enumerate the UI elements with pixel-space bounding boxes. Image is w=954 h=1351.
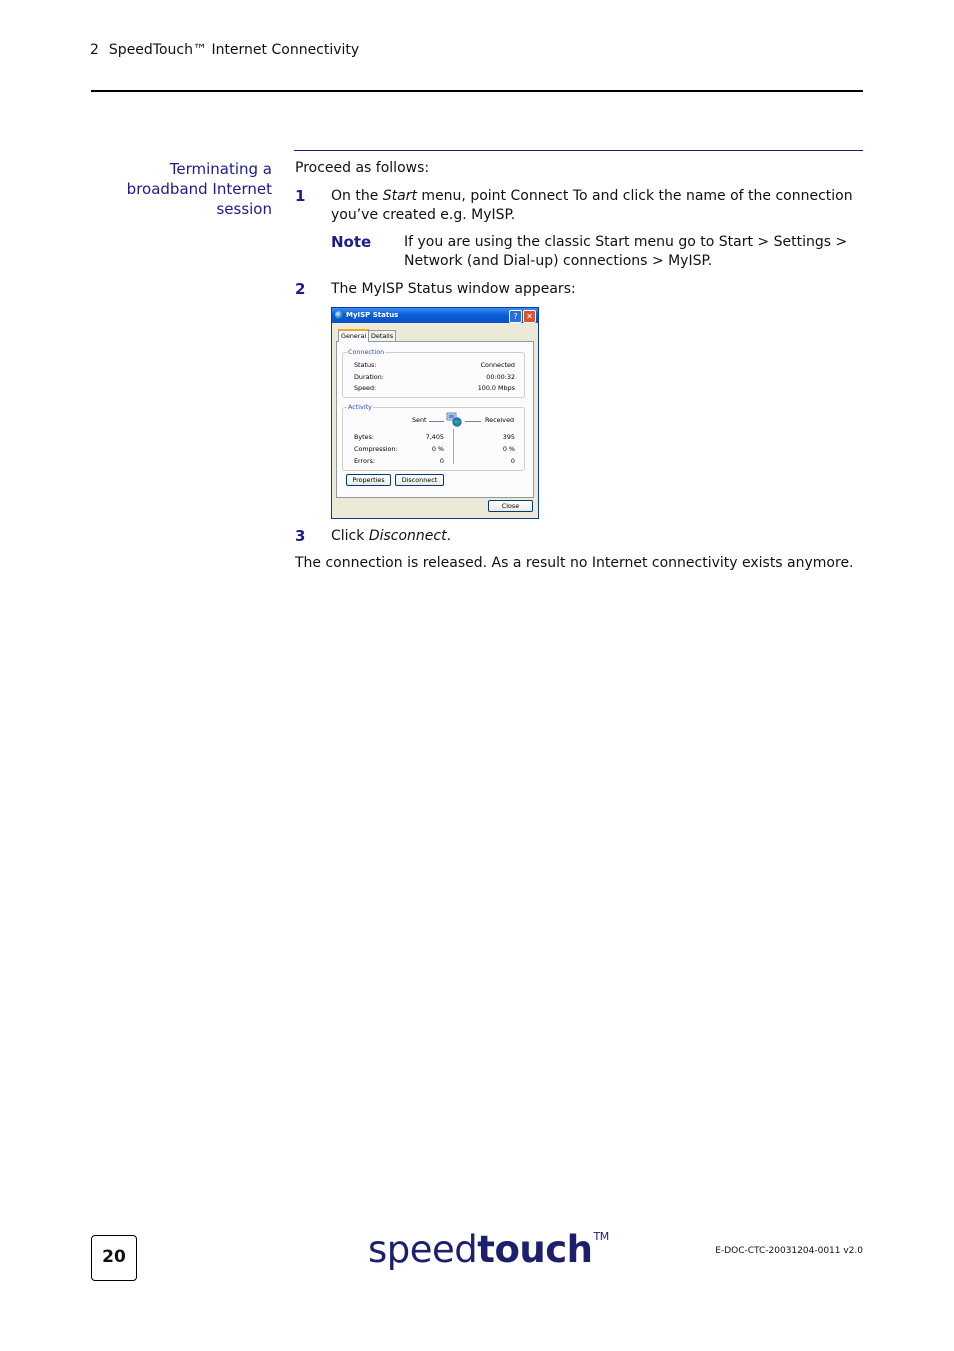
tab-details[interactable]: Details <box>368 330 396 341</box>
step-text: The MyISP Status window appears: <box>331 281 576 297</box>
status-value: Connected <box>480 361 515 369</box>
compression-label: Compression: <box>354 445 398 453</box>
chapter-title: SpeedTouch™ Internet Connectivity <box>108 42 360 58</box>
section-title <box>96 159 272 219</box>
speed-label: Speed: <box>354 384 377 392</box>
step-text <box>331 187 863 225</box>
errors-sent: 0 <box>439 457 444 465</box>
speedtouch-logo <box>368 1228 609 1271</box>
status-label: Status: <box>354 361 377 369</box>
dialog-title-bar <box>332 308 538 323</box>
activity-legend: Activity <box>348 403 372 411</box>
close-icon[interactable]: ✕ <box>523 310 536 323</box>
connection-legend: Connection <box>348 348 385 356</box>
step-text-part: On the <box>331 188 383 204</box>
note-text: If you are using the classic Start menu go to Start > Settings > Network (and Dial-up) connections > MyISP. <box>404 234 848 269</box>
compression-received: 0 % <box>502 445 515 453</box>
dialog-title: MyISP Status <box>346 311 399 319</box>
bytes-received: 395 <box>502 433 515 441</box>
sent-line <box>429 421 444 422</box>
bytes-sent: 7,405 <box>425 433 444 441</box>
intro-text: Proceed as follows: <box>295 160 430 176</box>
page-number: 20 <box>91 1235 137 1281</box>
step-text-part: . <box>446 528 452 544</box>
step-text-part: menu, point Connect To and click the name of the connection you’ve created e.g. MyISP. <box>331 188 853 223</box>
step-text-part: Click <box>331 528 369 544</box>
running-head <box>90 42 359 58</box>
disconnect-button[interactable]: Disconnect <box>395 474 444 486</box>
network-activity-icon <box>446 411 462 427</box>
errors-label: Errors: <box>354 457 376 465</box>
network-globe-icon <box>335 311 343 319</box>
compression-sent: 0 % <box>431 445 444 453</box>
step-text <box>331 527 863 546</box>
outro-text: The connection is released. As a result no Internet connectivity exists anymore. <box>295 555 854 571</box>
logo-bold-part: touch <box>477 1228 593 1271</box>
section-title-line: broadband Internet <box>126 180 272 198</box>
step-number: 3 <box>295 527 306 545</box>
section-divider <box>294 150 863 151</box>
header-divider <box>91 90 863 92</box>
chapter-number: 2 <box>90 42 99 58</box>
logo-trademark: TM <box>593 1230 609 1243</box>
received-line <box>465 421 481 422</box>
activity-separator <box>453 429 454 464</box>
duration-value: 00:00:32 <box>486 373 515 381</box>
properties-button[interactable]: Properties <box>346 474 391 486</box>
speed-value: 100.0 Mbps <box>477 384 515 392</box>
section-title-line: session <box>216 200 272 218</box>
step-text-emphasis: Start <box>382 188 417 204</box>
errors-received: 0 <box>510 457 515 465</box>
step-text-emphasis: Disconnect <box>368 528 447 544</box>
step-number: 1 <box>295 187 306 205</box>
note-label: Note <box>331 233 372 251</box>
step-number: 2 <box>295 280 306 298</box>
status-dialog <box>331 307 539 519</box>
close-button[interactable]: Close <box>488 500 533 512</box>
help-button[interactable]: ? <box>509 310 522 323</box>
document-id: E-DOC-CTC-20031204-0011 v2.0 <box>715 1246 863 1256</box>
bytes-label: Bytes: <box>354 433 375 441</box>
logo-light-part: speed <box>368 1228 478 1271</box>
section-title-line: Terminating a <box>169 160 272 178</box>
received-label: Received <box>485 416 515 424</box>
duration-label: Duration: <box>354 373 384 381</box>
tab-general[interactable]: General <box>338 329 369 342</box>
sent-label: Sent <box>412 416 427 424</box>
